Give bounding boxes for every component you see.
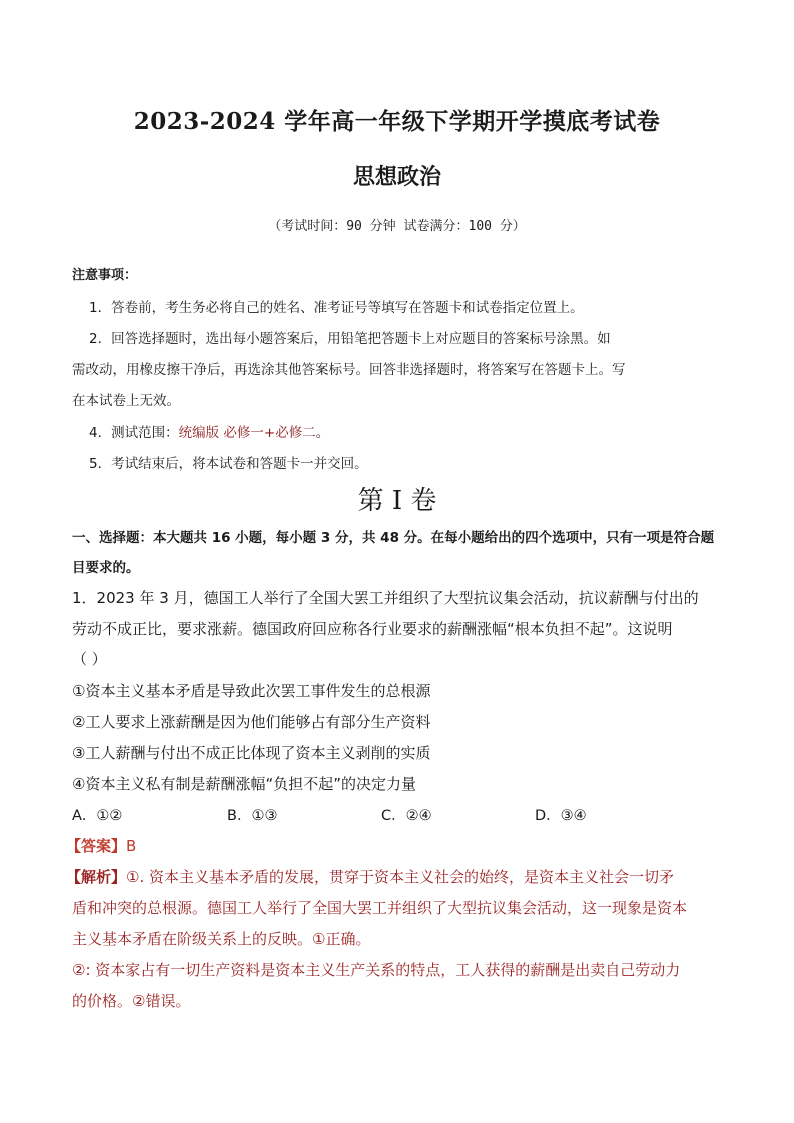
explanation-line-2: 盾和冲突的总根源。德国工人举行了全国大罢工并组织了大型抗议集会活动，这一现象是资本 xyxy=(72,899,688,917)
section-desc-line-2: 目要求的。 xyxy=(72,560,140,576)
section-desc-line-1: 一、选择题：本大题共 16 小题，每小题 3 分，共 48 分。在每小题给出的四个选项中，只有一项是符合题 xyxy=(72,530,715,546)
notice-item-4-suffix: 。 xyxy=(315,425,330,441)
explanation-line-4: ②: 资本家占有一切生产资料是资本主义生产关系的特点，工人获得的薪酬是出卖自己劳动力 xyxy=(72,961,681,979)
explanation-line-3: 主义基本矛盾在阶级关系上的反映。①正确。 xyxy=(72,930,371,948)
notice-item-2-line-1: 2．回答选择题时，选出每小题答案后，用铅笔把答题卡上对应题目的答案标号涂黑。如 xyxy=(89,331,611,347)
exam-info: （考试时间：90 分钟 试卷满分：100 分） xyxy=(268,219,526,234)
subject-title: 思想政治 xyxy=(352,164,441,190)
option-d: D．③④ xyxy=(535,808,587,824)
notice-item-4-prefix: 4．测试范围： xyxy=(89,425,179,441)
question-1-stem-line-1: 1．2023 年 3 月，德国工人举行了全国大罢工并组织了大型抗议集会活动，抗议薪酬与付出的 xyxy=(72,589,699,607)
explanation-line-5: 的价格。②错误。 xyxy=(72,992,191,1010)
question-1-stem-line-3: （ ） xyxy=(72,650,107,668)
option-a: A．①② xyxy=(72,808,123,824)
answer-value: B xyxy=(126,837,137,855)
explanation-line-1 xyxy=(66,866,674,887)
option-b: B．①③ xyxy=(227,808,278,824)
section-title: 第 I 卷 xyxy=(357,486,437,516)
test-range: 统编版 必修一+必修二 xyxy=(178,425,316,441)
statement-2: ②工人要求上涨薪酬是因为他们能够占有部分生产资料 xyxy=(72,713,431,731)
notice-item-5: 5．考试结束后，将本试卷和答题卡一并交回。 xyxy=(89,456,368,472)
answer-line xyxy=(66,835,136,856)
option-c: C．②④ xyxy=(381,808,432,824)
statement-4: ④资本主义私有制是薪酬涨幅“负担不起”的决定力量 xyxy=(72,775,416,793)
question-1-stem-line-2: 劳动不成正比，要求涨薪。德国政府回应称各行业要求的薪酬涨幅“根本负担不起”。这说明 xyxy=(72,620,673,638)
notice-item-2-line-3: 在本试卷上无效。 xyxy=(72,393,180,409)
explanation-line-1-text: ①. 资本主义基本矛盾的发展，贯穿于资本主义社会的始终，是资本主义社会一切矛 xyxy=(126,868,675,886)
notice-item-2-line-2: 需改动，用橡皮擦干净后，再选涂其他答案标号。回答非选择题时，将答案写在答题卡上。写 xyxy=(72,362,626,378)
notice-item-1: 1．答卷前，考生务必将自己的姓名、准考证号等填写在答题卡和试卷指定位置上。 xyxy=(89,300,584,316)
statement-1: ①资本主义基本矛盾是导致此次罢工事件发生的总根源 xyxy=(72,682,431,700)
statement-3: ③工人薪酬与付出不成正比体现了资本主义剥削的实质 xyxy=(72,744,431,762)
answer-label: 【答案】 xyxy=(66,837,127,855)
exam-title: 2023-2024 学年高一年级下学期开学摸底考试卷 xyxy=(133,108,661,135)
notice-item-4 xyxy=(89,421,329,441)
notice-heading: 注意事项： xyxy=(72,268,138,283)
explanation-label: 【解析】 xyxy=(66,868,127,886)
